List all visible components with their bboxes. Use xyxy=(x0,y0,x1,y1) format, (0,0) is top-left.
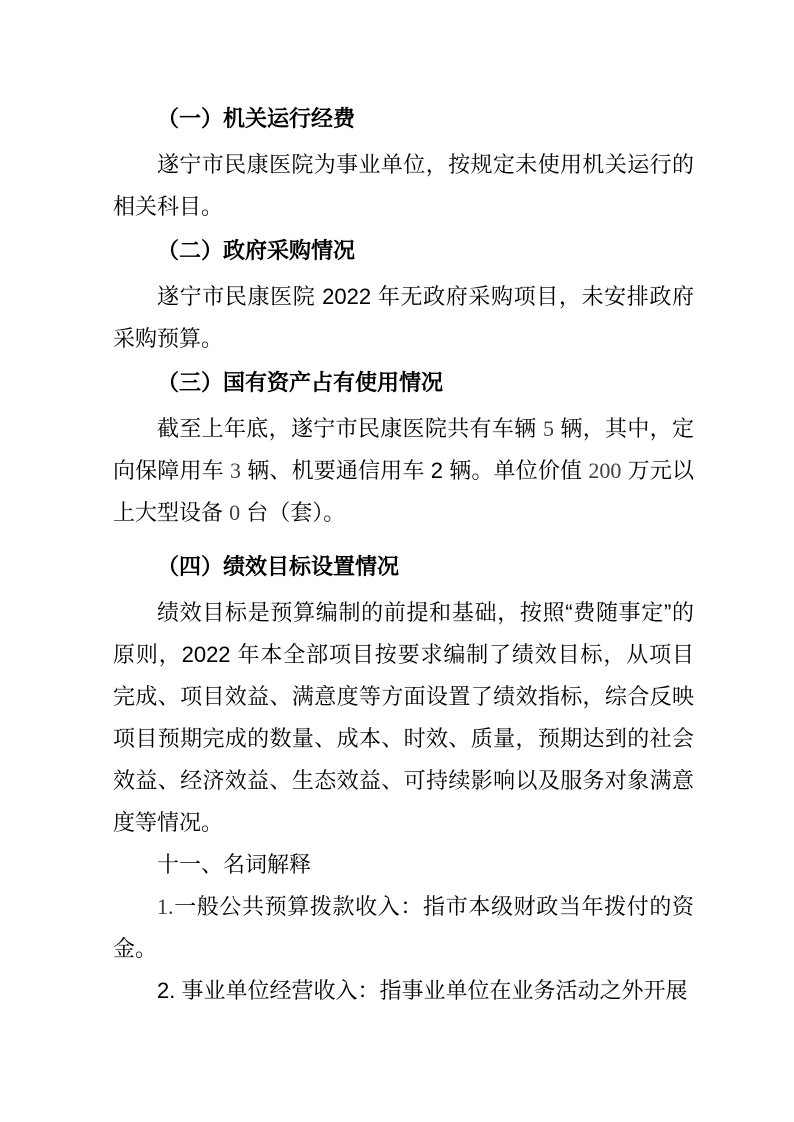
text-run: 辆，其中，定向保障用车 xyxy=(113,416,694,483)
glossary-item-2-text: 事业单位经营收入：指事业单位在业务活动之外开展 xyxy=(181,978,688,1003)
guarantee-vehicle-count: 3 xyxy=(230,458,242,483)
text-run: 辆、机要通信用车 2 辆。单位价值 xyxy=(241,458,589,483)
unit-value-amount: 200 xyxy=(588,458,622,483)
text-run: 截至上年底，遂宁市民康医院共有车辆 xyxy=(157,416,543,441)
glossary-item-2 xyxy=(113,970,694,1012)
text-run: 台（套）。 xyxy=(240,500,346,525)
large-equipment-count: 0 xyxy=(229,500,241,525)
glossary-item-1-number: 1. xyxy=(157,894,174,919)
text-run: 万元以上大型设备 xyxy=(113,458,694,525)
section-3-heading: （三）国有资产占有使用情况 xyxy=(157,370,444,395)
section-2-paragraph: 遂宁市民康医院 2022 年无政府采购项目，未安排政府采购预算。 xyxy=(113,284,694,351)
glossary-item-1-text: 一般公共预算拨款收入：指市本级财政当年拨付的资金。 xyxy=(113,894,694,961)
section-3-paragraph xyxy=(113,408,694,534)
section-2-heading: （二）政府采购情况 xyxy=(157,238,356,263)
section-4-paragraph: 绩效目标是预算编制的前提和基础，按照“费随事定”的原则，2022 年本全部项目按要求编制了绩效目标，从项目完成、项目效益、满意度等方面设置了绩效指标，综合反映项目预期完成的数量、成本、时效、质量，预期达到的社会效益、经济效益、生态效益、可持续影响以及服务对象满意度等情况。 xyxy=(113,600,694,835)
glossary-heading: 十一、名词解释 xyxy=(157,852,312,877)
vehicle-total-count: 5 xyxy=(542,416,554,441)
section-4-heading: （四）绩效目标设置情况 xyxy=(157,554,400,579)
section-1-heading: （一）机关运行经费 xyxy=(157,106,356,131)
section-1-paragraph: 遂宁市民康医院为事业单位，按规定未使用机关运行的相关科目。 xyxy=(113,152,694,219)
glossary-item-2-number: 2. xyxy=(157,978,182,1003)
glossary-item-1 xyxy=(113,886,694,970)
